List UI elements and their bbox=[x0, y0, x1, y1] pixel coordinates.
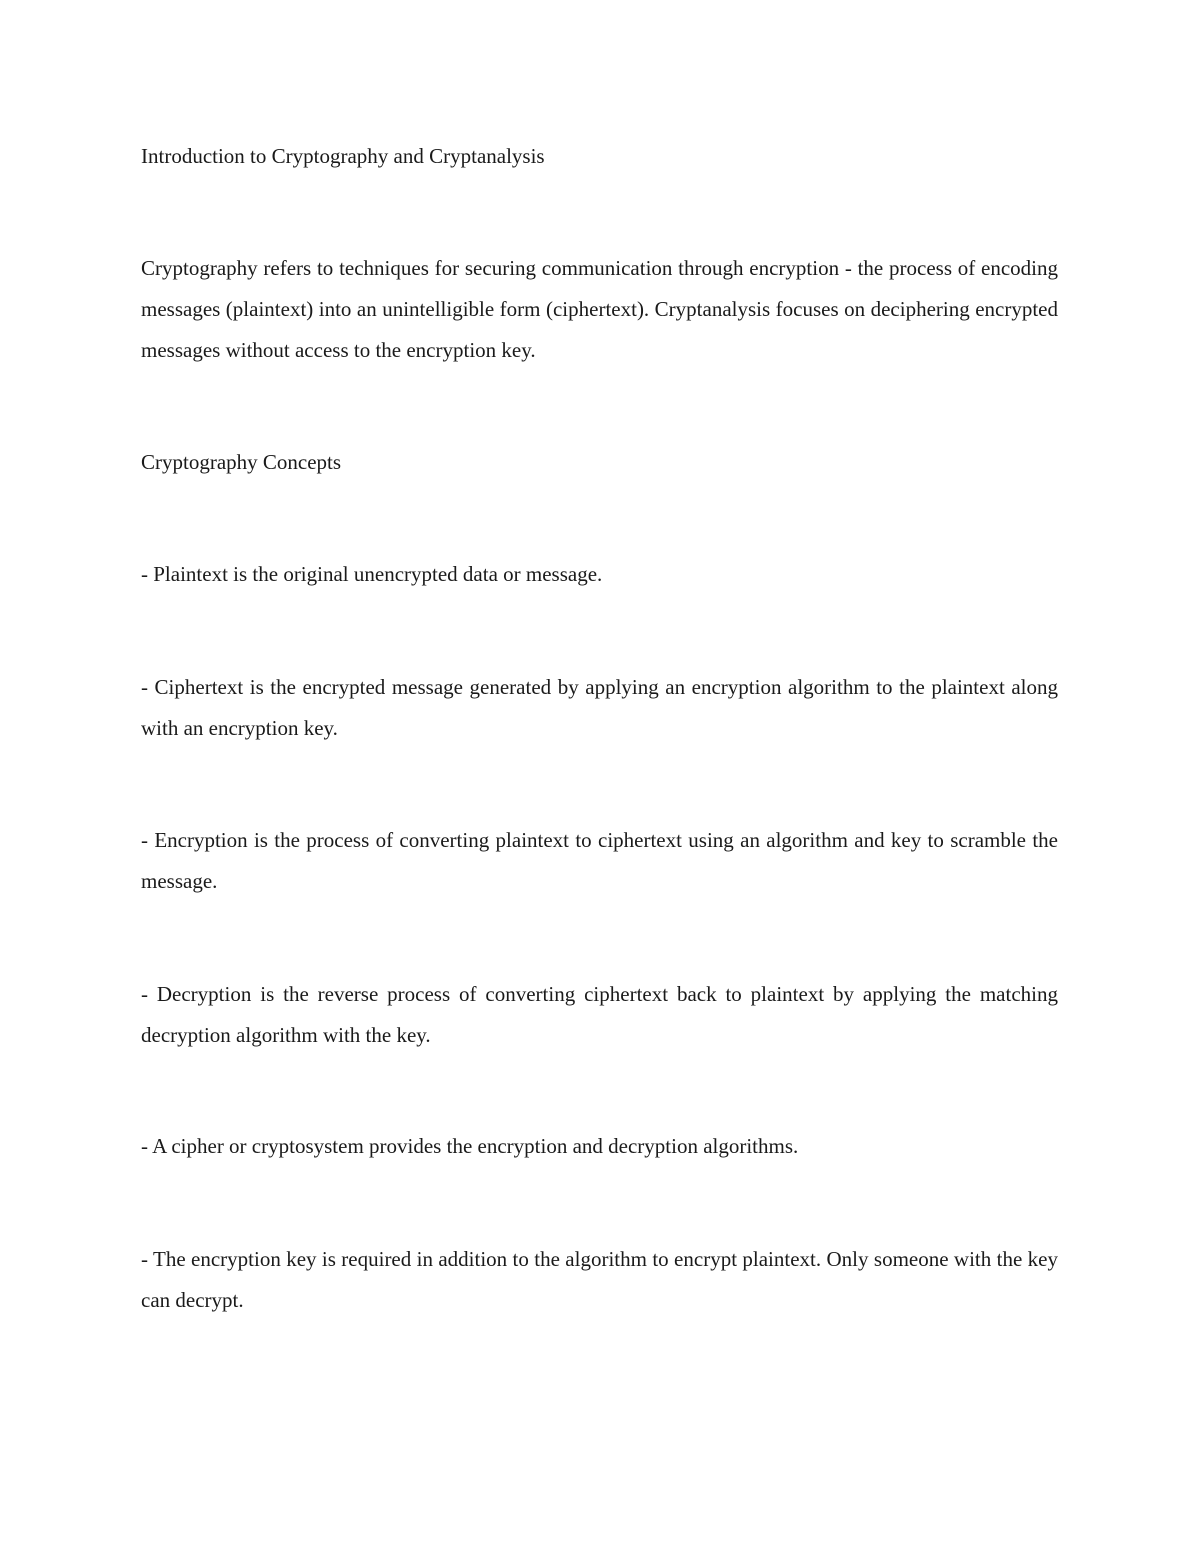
bullet-item-plaintext: - Plaintext is the original unencrypted data or message. bbox=[141, 562, 603, 586]
bullet-item-encryption-key: - The encryption key is required in addition to the algorithm to encrypt plaintext. Only someone with the key can decrypt. bbox=[141, 1247, 1058, 1312]
bullet-item-encryption: - Encryption is the process of converting plaintext to ciphertext using an algorithm and key to scramble the message. bbox=[141, 828, 1058, 893]
bullet-item-cipher: - A cipher or cryptosystem provides the encryption and decryption algorithms. bbox=[141, 1134, 799, 1158]
intro-paragraph: Cryptography refers to techniques for securing communication through encryption - the process of encoding messages (plaintext) into an unintelligible form (ciphertext). Cryptanalysis focuses on deciphering encrypted messages without access to the encryption key. bbox=[141, 256, 1058, 362]
section-heading: Cryptography Concepts bbox=[141, 450, 342, 474]
bullet-item-decryption: - Decryption is the reverse process of converting ciphertext back to plaintext by applying the matching decryption algorithm with the key. bbox=[141, 982, 1058, 1047]
document-title: Introduction to Cryptography and Cryptanalysis bbox=[141, 144, 545, 168]
bullet-item-ciphertext: - Ciphertext is the encrypted message generated by applying an encryption algorithm to the plaintext along with an encryption key. bbox=[141, 675, 1058, 740]
